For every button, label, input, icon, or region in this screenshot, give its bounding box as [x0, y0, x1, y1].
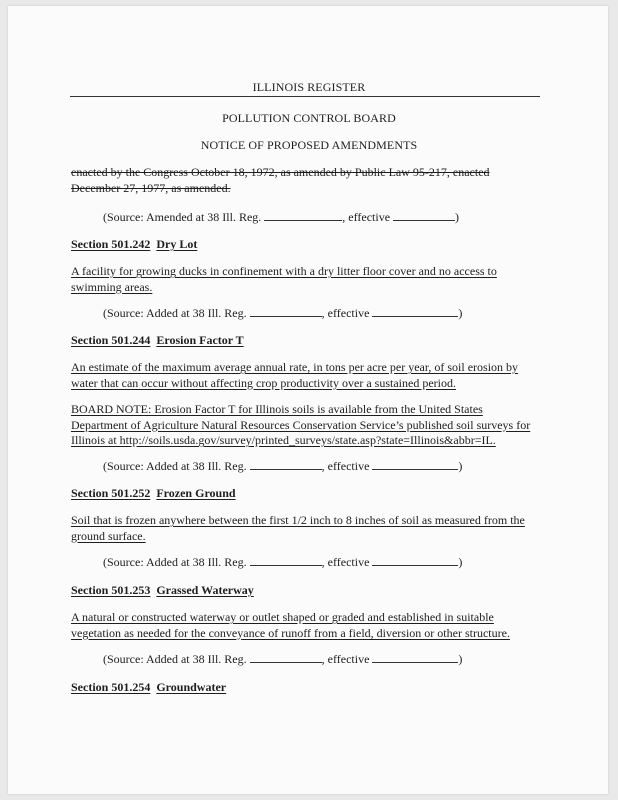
source-line: (Source: Added at 38 Ill. Reg. , effective ): [103, 459, 463, 473]
section-heading: Section 501.242 Dry Lot: [71, 237, 198, 251]
board-name: POLLUTION CONTROL BOARD: [222, 111, 396, 125]
section-body: Soil that is frozen anywhere between the first 1/2 inch to 8 inches of soil as measured from the ground surface.: [71, 513, 525, 543]
header-rule: [70, 96, 540, 97]
register-header: ILLINOIS REGISTER: [252, 80, 366, 94]
source-line: (Source: Added at 38 Ill. Reg. , effective ): [103, 306, 463, 320]
section-heading: Section 501.254 Groundwater: [71, 680, 227, 694]
source-line-amended: (Source: Amended at 38 Ill. Reg. , effective ): [103, 210, 460, 224]
section-heading: Section 501.253 Grassed Waterway: [71, 583, 254, 597]
source-line: (Source: Added at 38 Ill. Reg. , effective ): [103, 652, 463, 666]
source-line: (Source: Added at 38 Ill. Reg. , effective ): [103, 555, 463, 569]
section-heading: Section 501.252 Frozen Ground: [71, 486, 236, 500]
section-body: A natural or constructed waterway or outlet shaped or graded and established in suitable vegetation as needed for the conveyance of runoff from a field, diversion or other structure.: [71, 610, 510, 640]
notice-title: NOTICE OF PROPOSED AMENDMENTS: [200, 138, 418, 152]
section-body: An estimate of the maximum average annual rate, in tons per acre per year, of soil erosion by water that can occur without affecting crop productivity over a sustained period.: [71, 360, 519, 390]
struck-paragraph: enacted by the Congress October 18, 1972, as amended by Public Law 95-217, enacted December 27, 1977, as amended.: [71, 165, 490, 195]
board-note: BOARD NOTE: Erosion Factor T for Illinois soils is available from the United States Department of Agriculture Natural Resources Conservation Service’s published soil surveys for Illinois at http://soils.usda.gov/survey/printed_surveys/state.asp?state=Illinois&abbr=IL.: [71, 402, 531, 447]
section-body: A facility for growing ducks in confinement with a dry litter floor cover and no access to swimming areas.: [71, 264, 497, 294]
section-heading: Section 501.244 Erosion Factor T: [71, 333, 244, 347]
